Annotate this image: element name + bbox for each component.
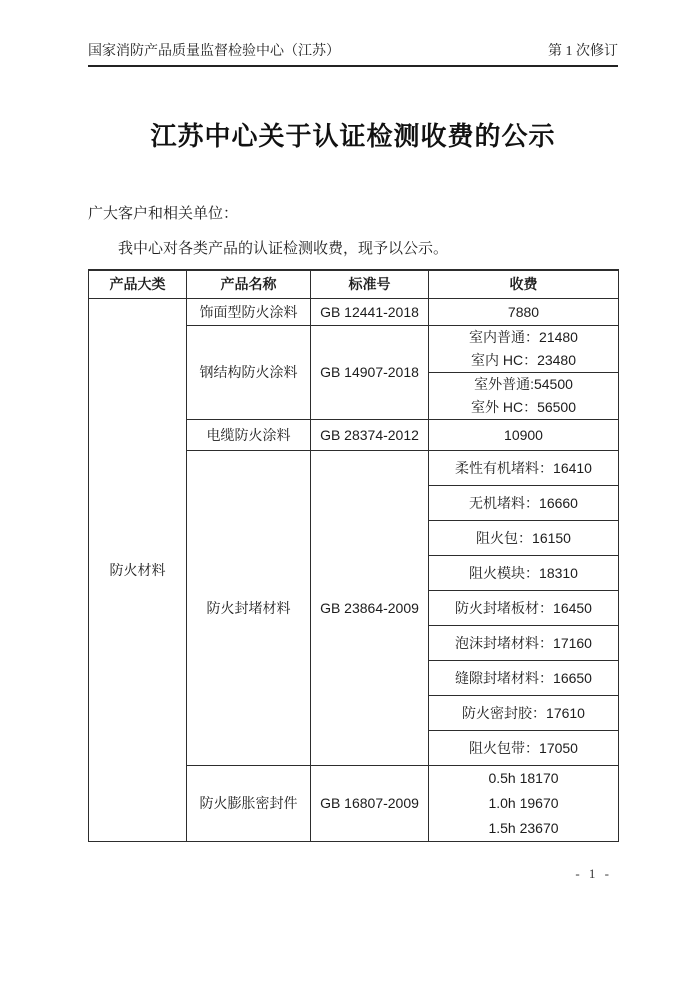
fee-cell: [429, 325, 619, 372]
salutation-text: 广大客户和相关单位：: [88, 205, 239, 222]
fee-cell: 防火封堵板材：16450: [429, 590, 619, 625]
fee-cell: 阻火模块：18310: [429, 555, 619, 590]
fee-cell: 缝隙封堵材料：16650: [429, 660, 619, 695]
fee-line: 室内 HC：23480: [470, 351, 577, 368]
fee-cell: 无机堵料：16660: [429, 485, 619, 520]
col-header-standard: 标准号: [311, 270, 429, 298]
fee-line: 室内普通：21480: [469, 328, 578, 345]
running-header: [88, 40, 618, 67]
product-name-cell: 电缆防火涂料: [187, 419, 311, 450]
product-name-cell: 防火膨胀密封件: [187, 765, 311, 841]
product-name-cell: 防火封堵材料: [187, 450, 311, 765]
standard-cell: GB 16807-2009: [311, 765, 429, 841]
fee-cell: 防火密封胶：17610: [429, 695, 619, 730]
fee-cell: 柔性有机堵料：16410: [429, 450, 619, 485]
fee-line: 1.0h 19670: [488, 794, 559, 811]
header-revision: 第 1 次修订: [548, 44, 618, 59]
standard-cell: GB 28374-2012: [311, 419, 429, 450]
fee-cell: 阻火包：16150: [429, 520, 619, 555]
fee-cell: 10900: [429, 419, 619, 450]
col-header-product: 产品名称: [187, 270, 311, 298]
intro-paragraph: 我中心对各类产品的认证检测收费，现予以公示。: [118, 240, 449, 257]
header-org-name: 国家消防产品质量监督检验中心（江苏）: [88, 44, 340, 59]
standard-cell: GB 23864-2009: [311, 450, 429, 765]
fee-line: 室外普通:54500: [474, 375, 573, 392]
standard-cell: GB 12441-2018: [311, 298, 429, 325]
fee-cell: 泡沫封堵材料：17160: [429, 625, 619, 660]
fee-cell: [429, 372, 619, 419]
fee-cell: 阻火包带：17050: [429, 730, 619, 765]
fee-cell: 7880: [429, 298, 619, 325]
fee-line: 0.5h 18170: [488, 769, 559, 786]
col-header-category: 产品大类: [89, 270, 187, 298]
document-title: 江苏中心关于认证检测收费的公示: [150, 122, 556, 151]
col-header-fee: 收费: [429, 270, 619, 298]
fee-line: 室外 HC：56500: [470, 398, 577, 415]
standard-cell: GB 14907-2018: [311, 325, 429, 419]
table-header-row: [89, 270, 619, 298]
fee-line: 1.5h 23670: [488, 819, 559, 836]
page-number: - 1 -: [575, 866, 612, 881]
category-cell: 防火材料: [89, 298, 187, 841]
table-row: [89, 298, 619, 325]
product-name-cell: 饰面型防火涂料: [187, 298, 311, 325]
fee-table: [88, 269, 619, 842]
fee-cell: [429, 765, 619, 841]
product-name-cell: 钢结构防火涂料: [187, 325, 311, 419]
